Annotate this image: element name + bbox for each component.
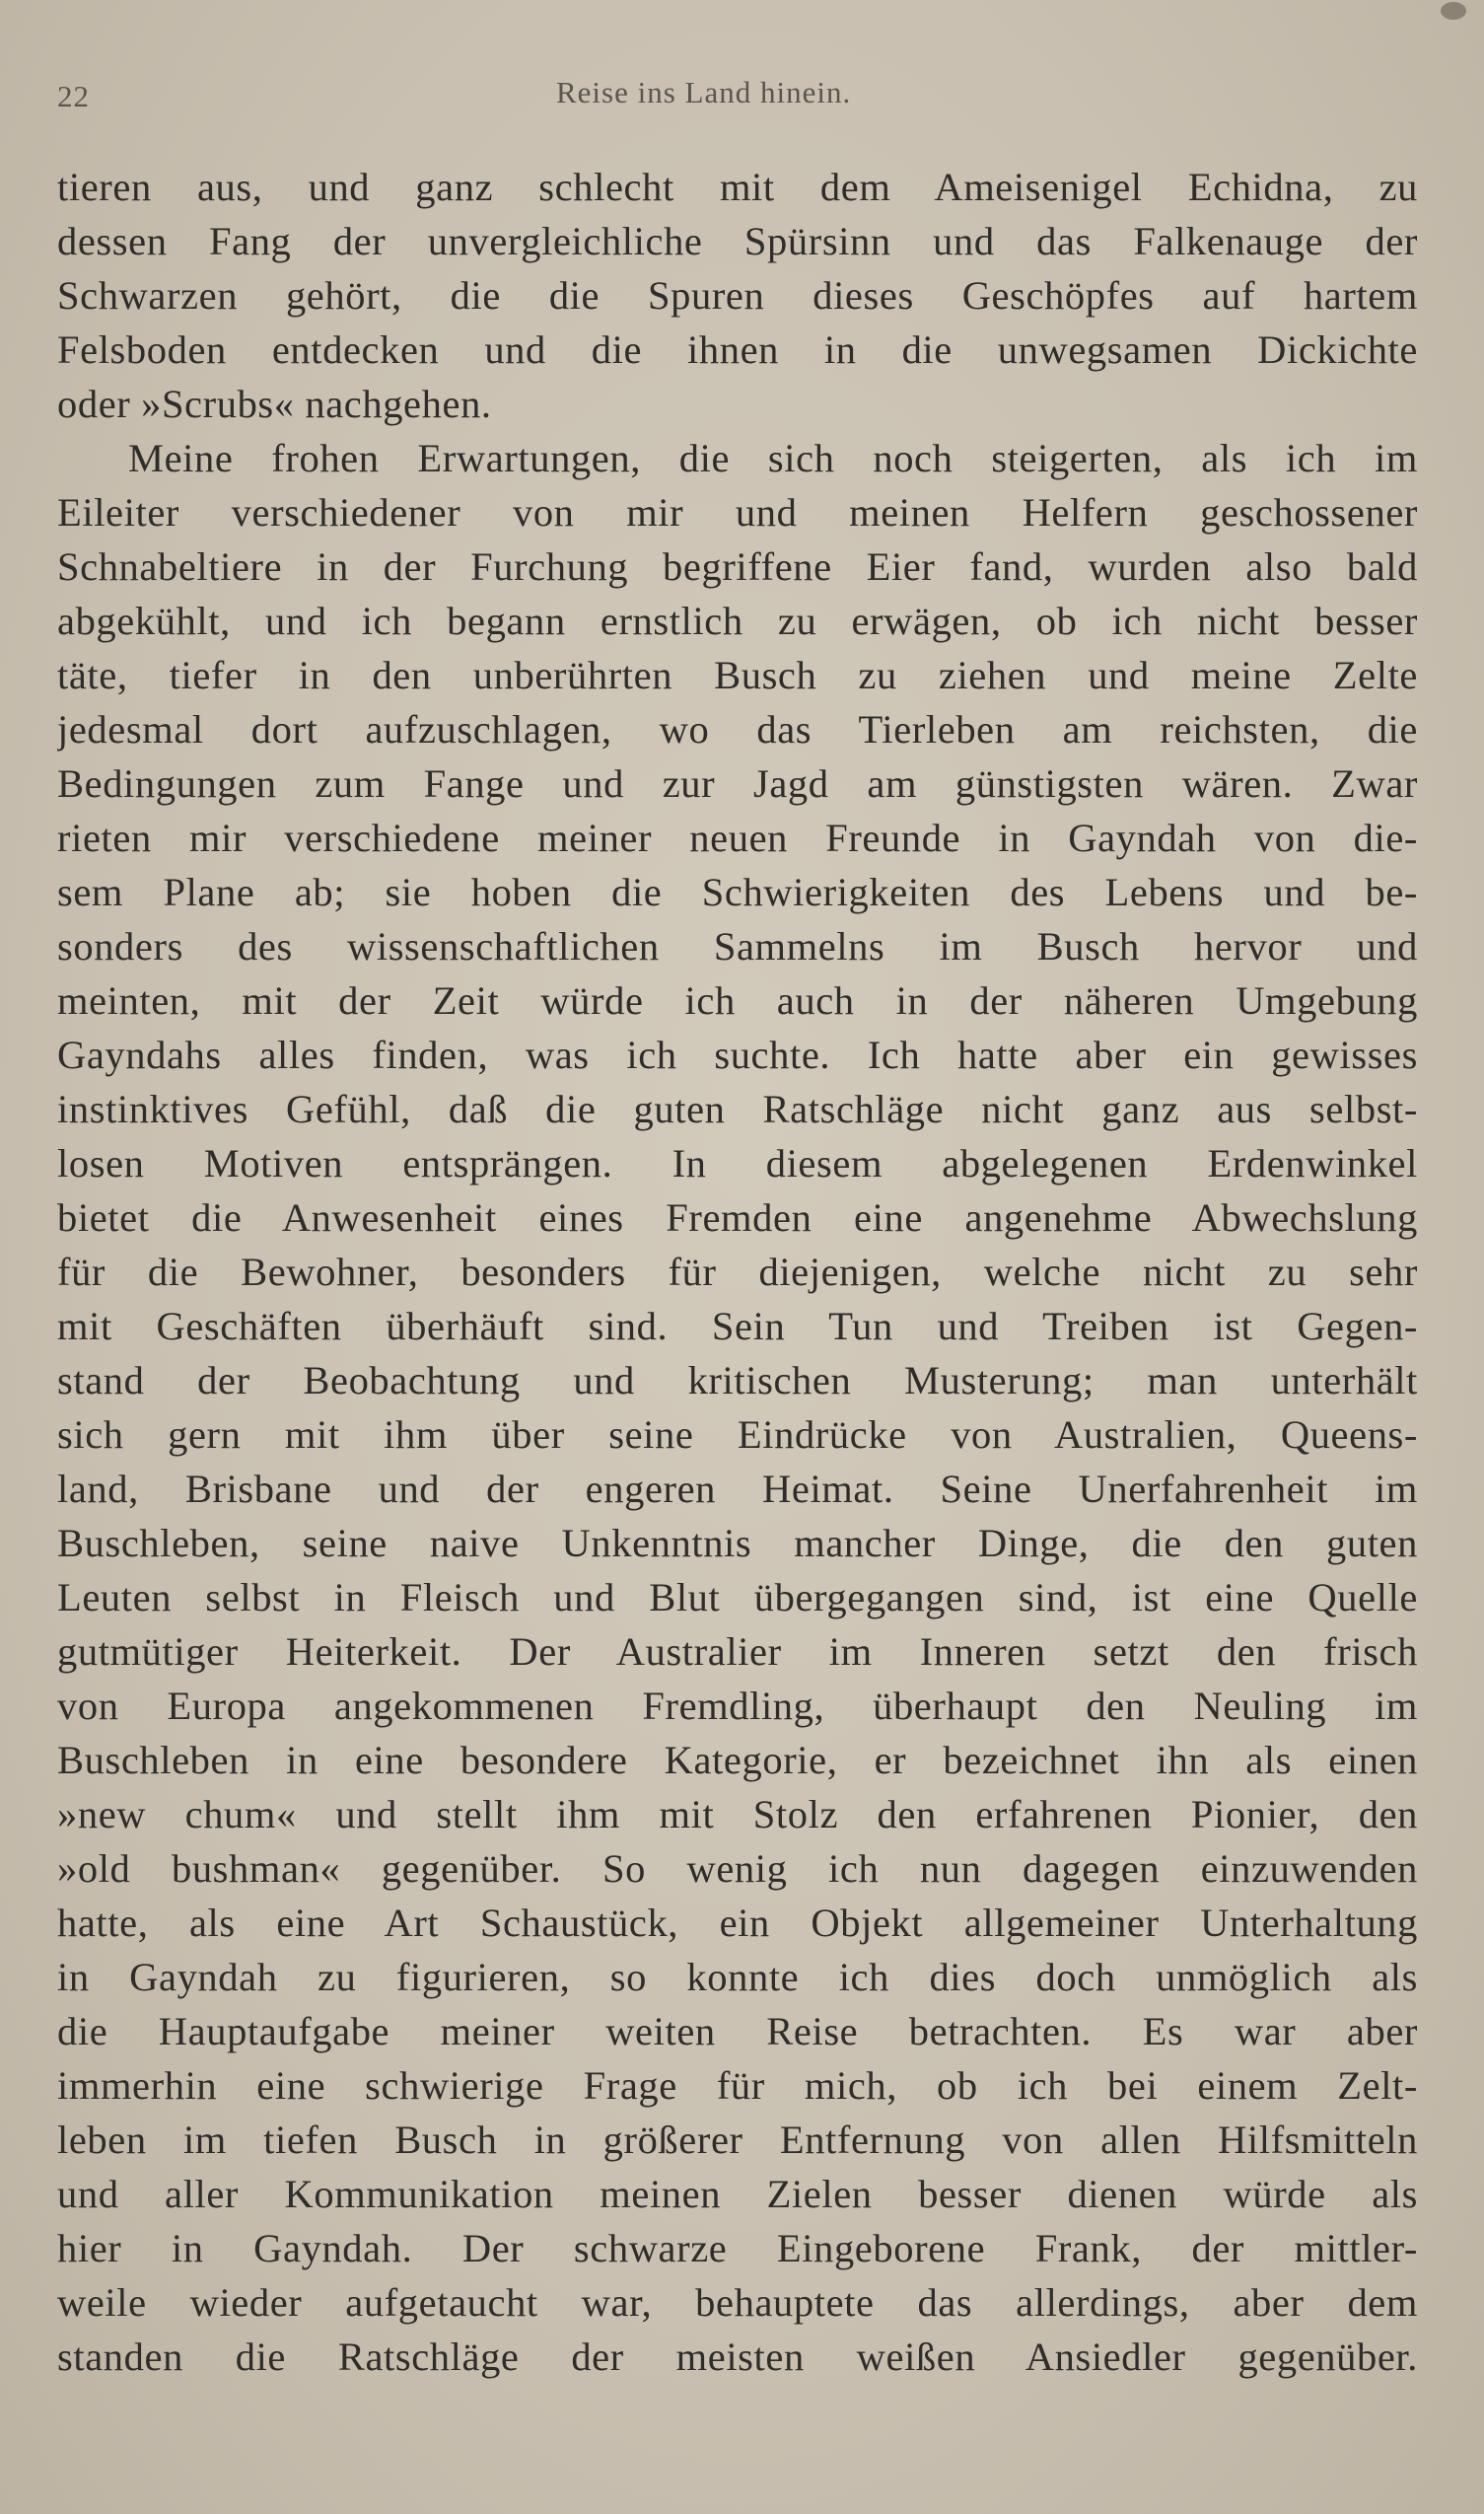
text-line: gutmütiger Heiterkeit. Der Australier im Inneren setzt den frisch	[57, 1629, 1418, 1674]
text-line: »new chum« und stellt ihm mit Stolz den erfahrenen Pionier, den	[57, 1792, 1418, 1836]
text-line: rieten mir verschiedene meiner neuen Freunde in Gayndah von die-	[57, 816, 1418, 860]
text-line: stand der Beobachtung und kritischen Musterung; man unterhält	[57, 1358, 1418, 1402]
text-line: »old bushman« gegenüber. So wenig ich nun dagegen einzuwenden	[57, 1846, 1418, 1891]
text-line: Leuten selbst in Fleisch und Blut übergegangen sind, ist eine Quelle	[57, 1575, 1418, 1619]
text-line: immerhin eine schwierige Frage für mich, ob ich bei einem Zelt-	[57, 2063, 1418, 2108]
text-line: sich gern mit ihm über seine Eindrücke von Australien, Queens-	[57, 1412, 1418, 1457]
text-line: für die Bewohner, besonders für diejenigen, welche nicht zu sehr	[57, 1250, 1418, 1294]
running-head	[57, 75, 1418, 114]
running-head-title: Reise ins Land hinein.	[556, 75, 852, 109]
text-line: täte, tiefer in den unberührten Busch zu ziehen und meine Zelte	[57, 653, 1418, 697]
ink-spot	[1441, 2, 1466, 20]
text-line: Meine frohen Erwartungen, die sich noch steigerten, als ich im	[128, 436, 1418, 480]
text-line: von Europa angekommenen Fremdling, überhaupt den Neuling im	[57, 1684, 1418, 1728]
body-text	[57, 160, 1418, 2384]
text-line: instinktives Gefühl, daß die guten Ratschläge nicht ganz aus selbst-	[57, 1087, 1418, 1131]
text-line: sem Plane ab; sie hoben die Schwierigkeiten des Lebens und be-	[57, 870, 1418, 914]
text-line: Buschleben, seine naive Unkenntnis mancher Dinge, die den guten	[57, 1521, 1418, 1565]
text-line: Buschleben in eine besondere Kategorie, er bezeichnet ihn als einen	[57, 1738, 1418, 1782]
page-number: 22	[57, 79, 90, 113]
text-line: Felsboden entdecken und die ihnen in die unwegsamen Dickichte	[57, 327, 1418, 372]
text-line: in Gayndah zu figurieren, so konnte ich dies doch unmöglich als	[57, 1955, 1418, 1999]
text-line: leben im tiefen Busch in größerer Entfernung von allen Hilfsmitteln	[57, 2118, 1418, 2162]
text-line: tieren aus, und ganz schlecht mit dem Ameisenigel Echidna, zu	[57, 165, 1418, 209]
text-line: mit Geschäften überhäuft sind. Sein Tun und Treiben ist Gegen-	[57, 1304, 1418, 1348]
text-line: jedesmal dort aufzuschlagen, wo das Tierleben am reichsten, die	[57, 707, 1418, 752]
text-line: Schnabeltiere in der Furchung begriffene Eier fand, wurden also bald	[57, 544, 1418, 589]
text-line: die Hauptaufgabe meiner weiten Reise betrachten. Es war aber	[57, 2009, 1418, 2053]
text-line: oder »Scrubs« nachgehen.	[57, 382, 492, 426]
text-line: standen die Ratschläge der meisten weißen Ansiedler gegenüber.	[57, 2334, 1418, 2379]
text-line: sonders des wissenschaftlichen Sammelns im Busch hervor und	[57, 924, 1418, 969]
text-line: losen Motiven entsprängen. In diesem abgelegenen Erdenwinkel	[57, 1141, 1418, 1185]
text-line: Schwarzen gehört, die die Spuren dieses Geschöpfes auf hartem	[57, 273, 1418, 318]
text-line: land, Brisbane und der engeren Heimat. Seine Unerfahrenheit im	[57, 1467, 1418, 1511]
text-line: meinten, mit der Zeit würde ich auch in der näheren Umgebung	[57, 978, 1418, 1023]
text-line: dessen Fang der unvergleichliche Spürsinn und das Falkenauge der	[57, 219, 1418, 263]
text-line: und aller Kommunikation meinen Zielen besser dienen würde als	[57, 2172, 1418, 2216]
text-line: Eileiter verschiedener von mir und meinen Helfern geschossener	[57, 490, 1418, 535]
text-line: weile wieder aufgetaucht war, behauptete das allerdings, aber dem	[57, 2280, 1418, 2325]
text-line: abgekühlt, und ich begann ernstlich zu erwägen, ob ich nicht besser	[57, 599, 1418, 643]
text-line: hier in Gayndah. Der schwarze Eingeborene Frank, der mittler-	[57, 2226, 1418, 2270]
text-line: Bedingungen zum Fange und zur Jagd am günstigsten wären. Zwar	[57, 761, 1418, 806]
text-line: Gayndahs alles finden, was ich suchte. Ich hatte aber ein gewisses	[57, 1033, 1418, 1077]
text-line: hatte, als eine Art Schaustück, ein Objekt allgemeiner Unterhaltung	[57, 1901, 1418, 1945]
text-line: bietet die Anwesenheit eines Fremden eine angenehme Abwechslung	[57, 1195, 1418, 1240]
